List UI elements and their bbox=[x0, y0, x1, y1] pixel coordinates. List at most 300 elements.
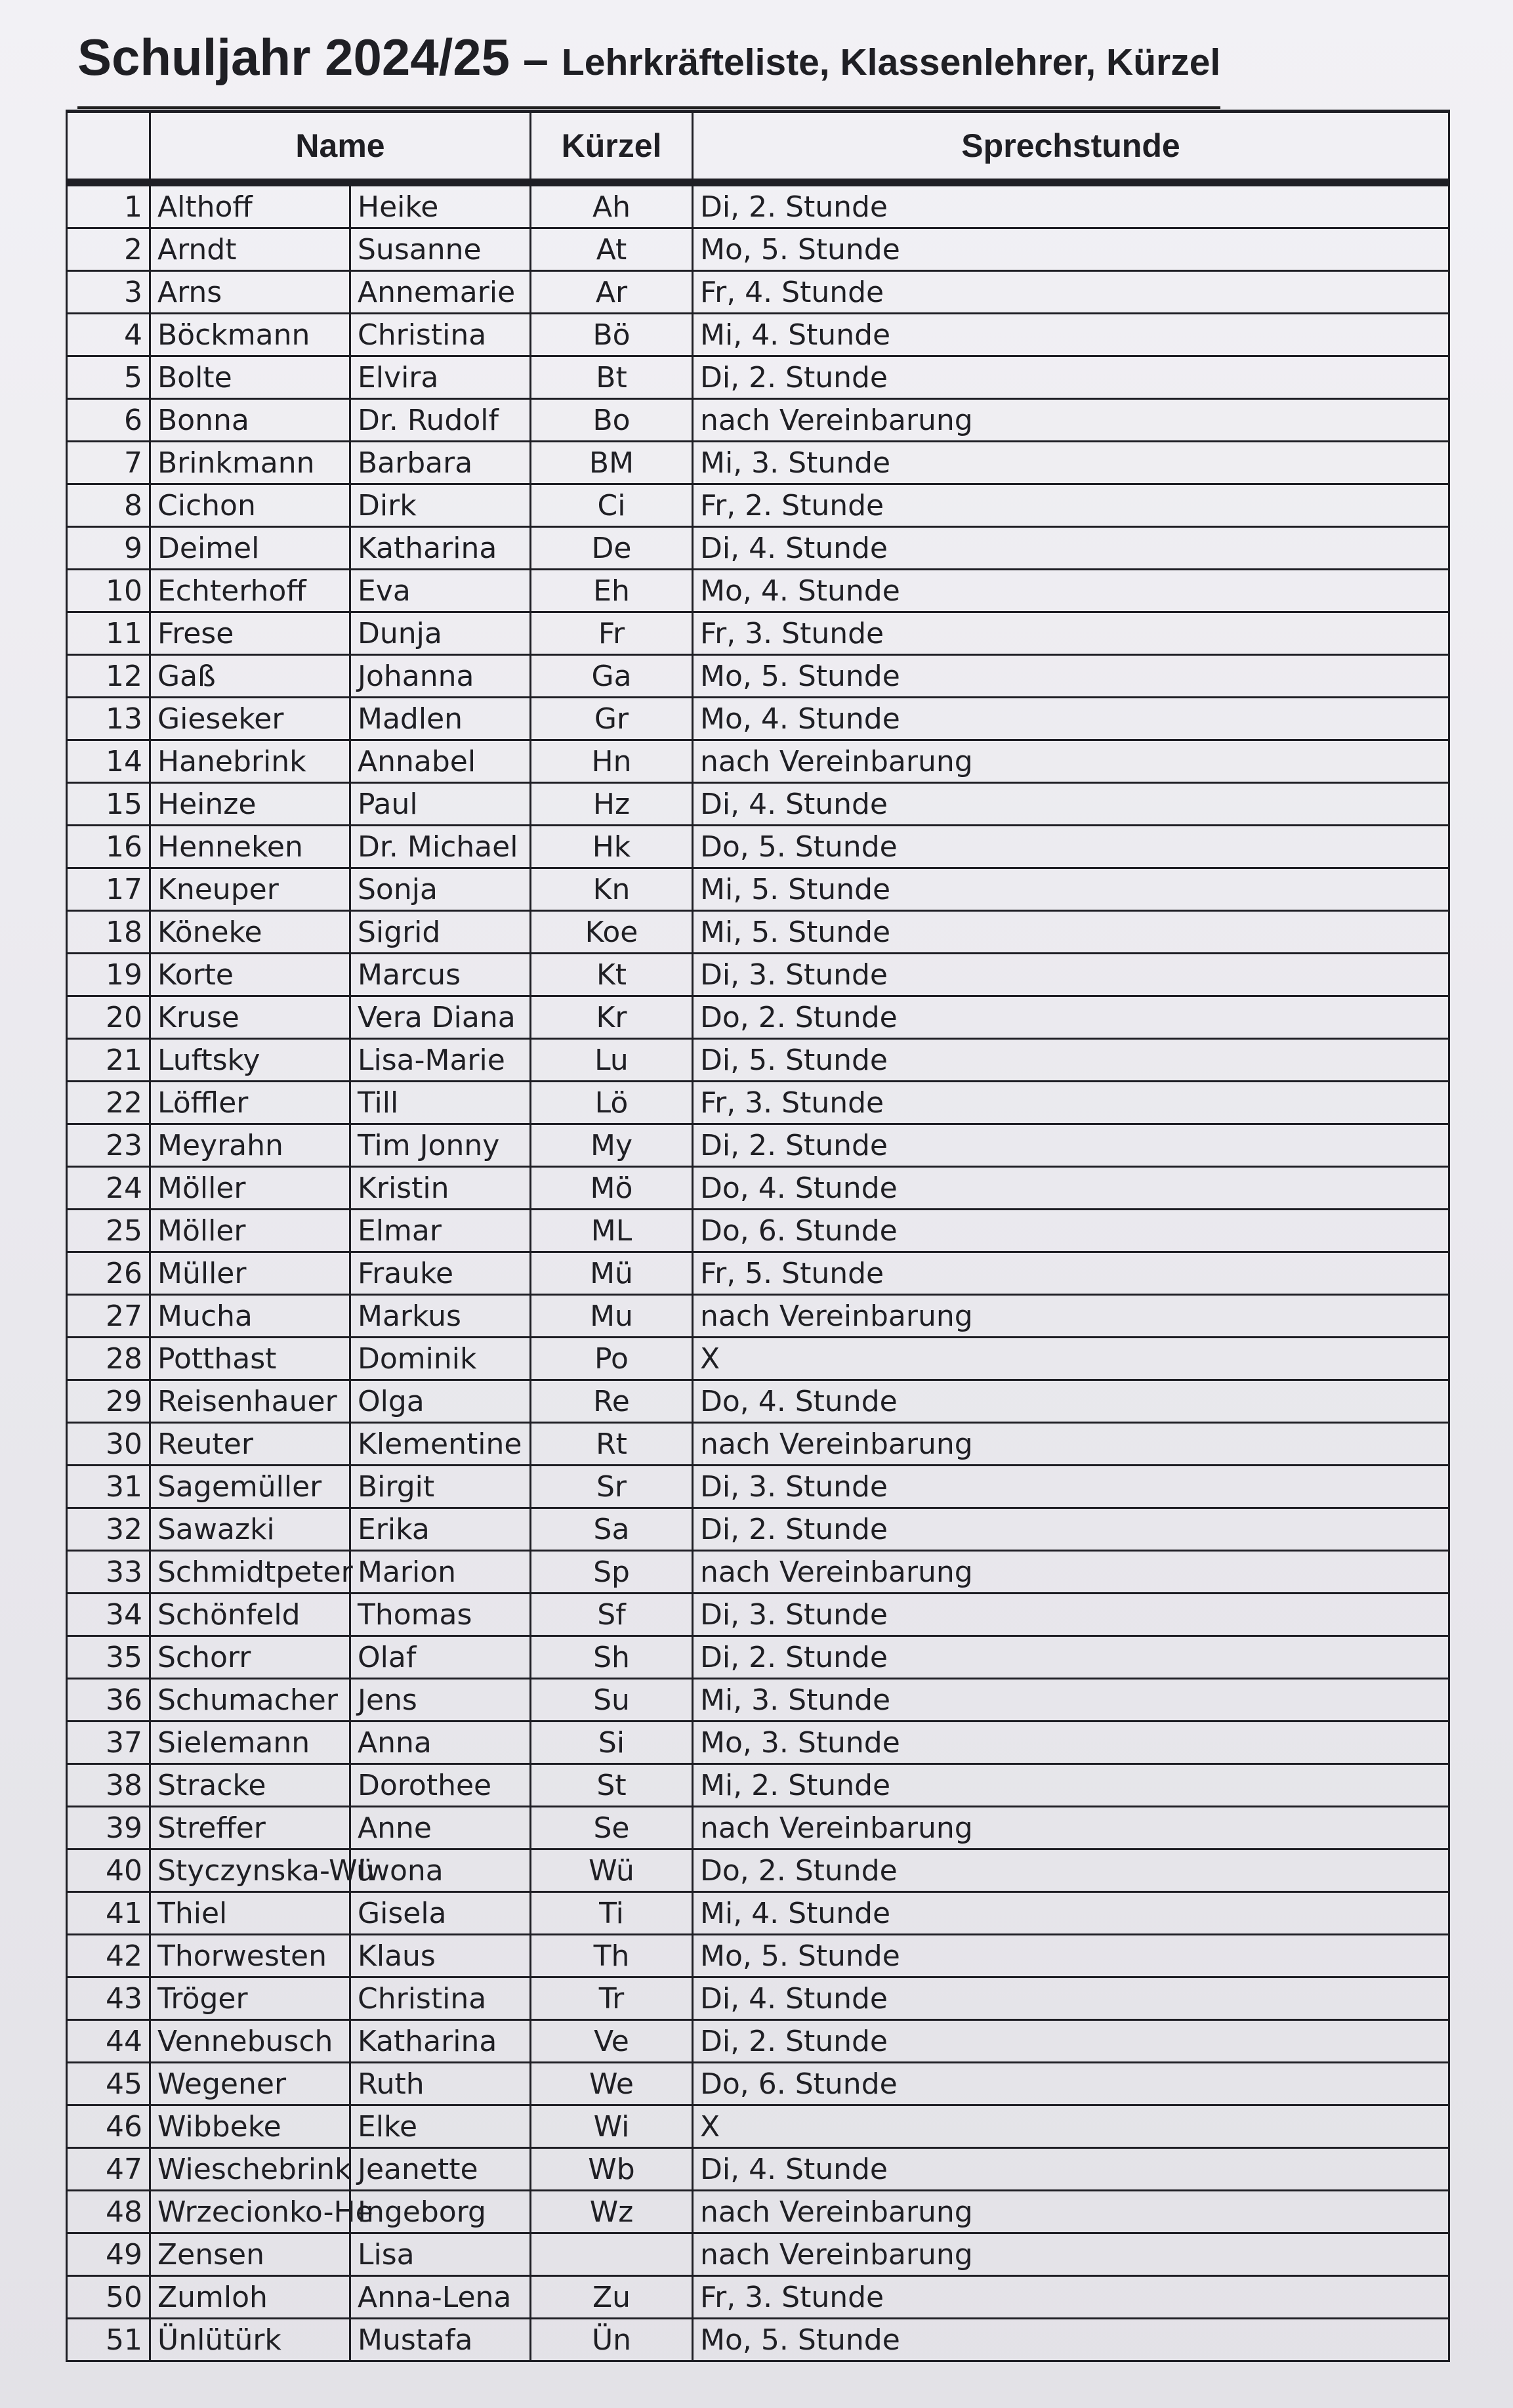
cell-sprechstunde: Di, 3. Stunde bbox=[693, 1466, 1449, 1508]
cell-last-name: Wegener bbox=[150, 2063, 350, 2105]
cell-first-name: Christina bbox=[350, 1977, 531, 2020]
cell-kuerzel: Wi bbox=[531, 2105, 693, 2148]
cell-sprechstunde: Di, 3. Stunde bbox=[693, 1594, 1449, 1636]
cell-kuerzel: Ga bbox=[531, 655, 693, 698]
cell-first-name: Annemarie bbox=[350, 271, 531, 314]
table-row bbox=[67, 570, 1449, 612]
cell-sprechstunde: Mi, 4. Stunde bbox=[693, 1892, 1449, 1935]
cell-sprechstunde: Mo, 4. Stunde bbox=[693, 570, 1449, 612]
cell-last-name: Möller bbox=[150, 1210, 350, 1252]
cell-number: 26 bbox=[67, 1252, 150, 1295]
cell-sprechstunde: Di, 4. Stunde bbox=[693, 1977, 1449, 2020]
cell-last-name: Mucha bbox=[150, 1295, 350, 1338]
cell-sprechstunde: Mo, 4. Stunde bbox=[693, 698, 1449, 740]
cell-sprechstunde: Mi, 5. Stunde bbox=[693, 868, 1449, 911]
cell-number: 45 bbox=[67, 2063, 150, 2105]
table-row bbox=[67, 868, 1449, 911]
cell-sprechstunde: Fr, 3. Stunde bbox=[693, 1082, 1449, 1124]
cell-first-name: Birgit bbox=[350, 1466, 531, 1508]
table-header-row bbox=[67, 112, 1449, 183]
cell-first-name: Dr. Rudolf bbox=[350, 399, 531, 442]
cell-first-name: Dominik bbox=[350, 1338, 531, 1380]
cell-last-name: Schumacher bbox=[150, 1679, 350, 1722]
cell-number: 51 bbox=[67, 2319, 150, 2361]
cell-number: 49 bbox=[67, 2233, 150, 2276]
cell-number: 13 bbox=[67, 698, 150, 740]
cell-number: 28 bbox=[67, 1338, 150, 1380]
cell-sprechstunde: nach Vereinbarung bbox=[693, 740, 1449, 783]
cell-last-name: Frese bbox=[150, 612, 350, 655]
cell-last-name: Zumloh bbox=[150, 2276, 350, 2319]
table-row bbox=[67, 1551, 1449, 1594]
cell-kuerzel: Ah bbox=[531, 182, 693, 228]
cell-last-name: Kneuper bbox=[150, 868, 350, 911]
cell-kuerzel: Su bbox=[531, 1679, 693, 1722]
table-row bbox=[67, 911, 1449, 954]
table-row bbox=[67, 2233, 1449, 2276]
cell-last-name: Zensen bbox=[150, 2233, 350, 2276]
table-row bbox=[67, 1977, 1449, 2020]
cell-number: 11 bbox=[67, 612, 150, 655]
cell-number: 1 bbox=[67, 182, 150, 228]
cell-number: 32 bbox=[67, 1508, 150, 1551]
table-row bbox=[67, 740, 1449, 783]
cell-kuerzel: Se bbox=[531, 1807, 693, 1849]
cell-sprechstunde: nach Vereinbarung bbox=[693, 1423, 1449, 1466]
cell-kuerzel: Wb bbox=[531, 2148, 693, 2191]
cell-kuerzel: Sp bbox=[531, 1551, 693, 1594]
cell-number: 48 bbox=[67, 2191, 150, 2233]
cell-kuerzel: Po bbox=[531, 1338, 693, 1380]
table-row bbox=[67, 2020, 1449, 2063]
cell-kuerzel: Hk bbox=[531, 826, 693, 868]
cell-number: 47 bbox=[67, 2148, 150, 2191]
cell-number: 12 bbox=[67, 655, 150, 698]
cell-last-name: Korte bbox=[150, 954, 350, 996]
cell-number: 10 bbox=[67, 570, 150, 612]
table-row bbox=[67, 954, 1449, 996]
table-row bbox=[67, 182, 1449, 228]
cell-last-name: Echterhoff bbox=[150, 570, 350, 612]
cell-last-name: Sielemann bbox=[150, 1722, 350, 1764]
cell-first-name: Heike bbox=[350, 182, 531, 228]
cell-number: 27 bbox=[67, 1295, 150, 1338]
cell-number: 14 bbox=[67, 740, 150, 783]
cell-number: 21 bbox=[67, 1039, 150, 1082]
table-row bbox=[67, 1636, 1449, 1679]
cell-first-name: Dr. Michael bbox=[350, 826, 531, 868]
cell-sprechstunde: Do, 2. Stunde bbox=[693, 996, 1449, 1039]
table-row bbox=[67, 2063, 1449, 2105]
cell-number: 24 bbox=[67, 1167, 150, 1210]
cell-first-name: Marion bbox=[350, 1551, 531, 1594]
cell-kuerzel: Ti bbox=[531, 1892, 693, 1935]
cell-number: 15 bbox=[67, 783, 150, 826]
header-sprechstunde: Sprechstunde bbox=[693, 112, 1449, 183]
cell-first-name: Marcus bbox=[350, 954, 531, 996]
cell-sprechstunde: Do, 2. Stunde bbox=[693, 1849, 1449, 1892]
table-row bbox=[67, 783, 1449, 826]
table-row bbox=[67, 271, 1449, 314]
cell-number: 7 bbox=[67, 442, 150, 484]
cell-kuerzel: Ci bbox=[531, 484, 693, 527]
cell-kuerzel: At bbox=[531, 228, 693, 271]
cell-sprechstunde: X bbox=[693, 1338, 1449, 1380]
cell-number: 30 bbox=[67, 1423, 150, 1466]
cell-last-name: Stracke bbox=[150, 1764, 350, 1807]
cell-kuerzel: Mü bbox=[531, 1252, 693, 1295]
cell-number: 35 bbox=[67, 1636, 150, 1679]
cell-number: 50 bbox=[67, 2276, 150, 2319]
table-row bbox=[67, 655, 1449, 698]
cell-sprechstunde: Di, 2. Stunde bbox=[693, 1124, 1449, 1167]
cell-first-name: Jeanette bbox=[350, 2148, 531, 2191]
cell-first-name: Madlen bbox=[350, 698, 531, 740]
cell-last-name: Arndt bbox=[150, 228, 350, 271]
cell-sprechstunde: Mi, 3. Stunde bbox=[693, 442, 1449, 484]
table-row bbox=[67, 1210, 1449, 1252]
cell-number: 33 bbox=[67, 1551, 150, 1594]
cell-sprechstunde: Di, 4. Stunde bbox=[693, 2148, 1449, 2191]
cell-first-name: Iwona bbox=[350, 1849, 531, 1892]
cell-kuerzel: Tr bbox=[531, 1977, 693, 2020]
cell-number: 44 bbox=[67, 2020, 150, 2063]
cell-first-name: Johanna bbox=[350, 655, 531, 698]
cell-kuerzel: Koe bbox=[531, 911, 693, 954]
cell-kuerzel: Mu bbox=[531, 1295, 693, 1338]
cell-last-name: Styczynska-Wü bbox=[150, 1849, 350, 1892]
table-row bbox=[67, 1679, 1449, 1722]
cell-kuerzel: ML bbox=[531, 1210, 693, 1252]
table-row bbox=[67, 1849, 1449, 1892]
cell-sprechstunde: Di, 3. Stunde bbox=[693, 954, 1449, 996]
cell-first-name: Tim Jonny bbox=[350, 1124, 531, 1167]
cell-sprechstunde: Fr, 3. Stunde bbox=[693, 612, 1449, 655]
table-row bbox=[67, 1295, 1449, 1338]
cell-first-name: Dorothee bbox=[350, 1764, 531, 1807]
cell-last-name: Bolte bbox=[150, 356, 350, 399]
cell-sprechstunde: Do, 6. Stunde bbox=[693, 2063, 1449, 2105]
cell-last-name: Luftsky bbox=[150, 1039, 350, 1082]
cell-sprechstunde: Di, 4. Stunde bbox=[693, 527, 1449, 570]
table-row bbox=[67, 996, 1449, 1039]
cell-last-name: Cichon bbox=[150, 484, 350, 527]
cell-kuerzel: Wü bbox=[531, 1849, 693, 1892]
cell-number: 43 bbox=[67, 1977, 150, 2020]
cell-first-name: Klaus bbox=[350, 1935, 531, 1977]
cell-kuerzel: Th bbox=[531, 1935, 693, 1977]
cell-first-name: Barbara bbox=[350, 442, 531, 484]
table-row bbox=[67, 1082, 1449, 1124]
cell-first-name: Jens bbox=[350, 1679, 531, 1722]
cell-first-name: Elke bbox=[350, 2105, 531, 2148]
cell-kuerzel: Re bbox=[531, 1380, 693, 1423]
table-row bbox=[67, 1807, 1449, 1849]
cell-number: 6 bbox=[67, 399, 150, 442]
cell-number: 8 bbox=[67, 484, 150, 527]
cell-last-name: Löffler bbox=[150, 1082, 350, 1124]
title-subtitle: Lehrkräfteliste, Klassenlehrer, Kürzel bbox=[561, 41, 1221, 83]
cell-last-name: Bonna bbox=[150, 399, 350, 442]
cell-first-name: Markus bbox=[350, 1295, 531, 1338]
table-row bbox=[67, 1722, 1449, 1764]
table-row bbox=[67, 527, 1449, 570]
table-row bbox=[67, 228, 1449, 271]
cell-kuerzel: We bbox=[531, 2063, 693, 2105]
cell-number: 22 bbox=[67, 1082, 150, 1124]
cell-kuerzel: Sr bbox=[531, 1466, 693, 1508]
table-row bbox=[67, 1594, 1449, 1636]
table-row bbox=[67, 1423, 1449, 1466]
header-name: Name bbox=[150, 112, 531, 183]
cell-first-name: Lisa bbox=[350, 2233, 531, 2276]
table-row bbox=[67, 1039, 1449, 1082]
cell-last-name: Möller bbox=[150, 1167, 350, 1210]
cell-first-name: Anne bbox=[350, 1807, 531, 1849]
cell-first-name: Ruth bbox=[350, 2063, 531, 2105]
cell-first-name: Elmar bbox=[350, 1210, 531, 1252]
cell-kuerzel: Eh bbox=[531, 570, 693, 612]
cell-sprechstunde: Do, 5. Stunde bbox=[693, 826, 1449, 868]
cell-last-name: Wrzecionko-He bbox=[150, 2191, 350, 2233]
cell-kuerzel: Sa bbox=[531, 1508, 693, 1551]
cell-last-name: Gaß bbox=[150, 655, 350, 698]
cell-last-name: Arns bbox=[150, 271, 350, 314]
cell-sprechstunde: Fr, 5. Stunde bbox=[693, 1252, 1449, 1295]
cell-first-name: Vera Diana bbox=[350, 996, 531, 1039]
cell-first-name: Anna-Lena bbox=[350, 2276, 531, 2319]
cell-first-name: Till bbox=[350, 1082, 531, 1124]
cell-first-name: Katharina bbox=[350, 527, 531, 570]
cell-number: 46 bbox=[67, 2105, 150, 2148]
cell-kuerzel: Si bbox=[531, 1722, 693, 1764]
cell-first-name: Susanne bbox=[350, 228, 531, 271]
cell-last-name: Meyrahn bbox=[150, 1124, 350, 1167]
cell-number: 18 bbox=[67, 911, 150, 954]
cell-last-name: Köneke bbox=[150, 911, 350, 954]
cell-number: 4 bbox=[67, 314, 150, 356]
cell-sprechstunde: nach Vereinbarung bbox=[693, 1807, 1449, 1849]
cell-kuerzel: Gr bbox=[531, 698, 693, 740]
cell-last-name: Hanebrink bbox=[150, 740, 350, 783]
cell-sprechstunde: Mo, 5. Stunde bbox=[693, 1935, 1449, 1977]
cell-last-name: Reuter bbox=[150, 1423, 350, 1466]
cell-last-name: Deimel bbox=[150, 527, 350, 570]
table-row bbox=[67, 1380, 1449, 1423]
cell-kuerzel: Fr bbox=[531, 612, 693, 655]
cell-kuerzel: My bbox=[531, 1124, 693, 1167]
table-row bbox=[67, 1338, 1449, 1380]
table-row bbox=[67, 2276, 1449, 2319]
cell-kuerzel: Hz bbox=[531, 783, 693, 826]
cell-kuerzel: Wz bbox=[531, 2191, 693, 2233]
cell-number: 41 bbox=[67, 1892, 150, 1935]
cell-number: 3 bbox=[67, 271, 150, 314]
cell-last-name: Vennebusch bbox=[150, 2020, 350, 2063]
cell-number: 38 bbox=[67, 1764, 150, 1807]
cell-first-name: Olga bbox=[350, 1380, 531, 1423]
cell-first-name: Eva bbox=[350, 570, 531, 612]
cell-sprechstunde: nach Vereinbarung bbox=[693, 2233, 1449, 2276]
title-school-year: Schuljahr 2024/25 bbox=[77, 28, 510, 86]
cell-first-name: Sigrid bbox=[350, 911, 531, 954]
cell-first-name: Annabel bbox=[350, 740, 531, 783]
cell-number: 23 bbox=[67, 1124, 150, 1167]
cell-last-name: Sawazki bbox=[150, 1508, 350, 1551]
cell-first-name: Frauke bbox=[350, 1252, 531, 1295]
cell-last-name: Thorwesten bbox=[150, 1935, 350, 1977]
cell-last-name: Reisenhauer bbox=[150, 1380, 350, 1423]
table-row bbox=[67, 2148, 1449, 2191]
cell-kuerzel: Sh bbox=[531, 1636, 693, 1679]
cell-sprechstunde: Do, 4. Stunde bbox=[693, 1380, 1449, 1423]
table-row bbox=[67, 1508, 1449, 1551]
table-row bbox=[67, 1935, 1449, 1977]
cell-kuerzel: Kr bbox=[531, 996, 693, 1039]
cell-first-name: Gisela bbox=[350, 1892, 531, 1935]
cell-sprechstunde: Mi, 2. Stunde bbox=[693, 1764, 1449, 1807]
cell-last-name: Böckmann bbox=[150, 314, 350, 356]
cell-last-name: Althoff bbox=[150, 182, 350, 228]
cell-kuerzel: Hn bbox=[531, 740, 693, 783]
cell-last-name: Müller bbox=[150, 1252, 350, 1295]
cell-first-name: Olaf bbox=[350, 1636, 531, 1679]
cell-last-name: Tröger bbox=[150, 1977, 350, 2020]
cell-number: 5 bbox=[67, 356, 150, 399]
table-row bbox=[67, 356, 1449, 399]
cell-last-name: Streffer bbox=[150, 1807, 350, 1849]
cell-kuerzel: Sf bbox=[531, 1594, 693, 1636]
title-dash: – bbox=[523, 33, 549, 85]
cell-last-name: Wibbeke bbox=[150, 2105, 350, 2148]
cell-kuerzel: Ar bbox=[531, 271, 693, 314]
cell-number: 40 bbox=[67, 1849, 150, 1892]
cell-kuerzel: Ve bbox=[531, 2020, 693, 2063]
cell-kuerzel: Lu bbox=[531, 1039, 693, 1082]
cell-sprechstunde: Fr, 4. Stunde bbox=[693, 271, 1449, 314]
cell-sprechstunde: Di, 2. Stunde bbox=[693, 356, 1449, 399]
cell-sprechstunde: Di, 2. Stunde bbox=[693, 1508, 1449, 1551]
cell-kuerzel: De bbox=[531, 527, 693, 570]
cell-first-name: Mustafa bbox=[350, 2319, 531, 2361]
cell-number: 9 bbox=[67, 527, 150, 570]
cell-kuerzel: Bo bbox=[531, 399, 693, 442]
cell-first-name: Dirk bbox=[350, 484, 531, 527]
cell-number: 19 bbox=[67, 954, 150, 996]
cell-sprechstunde: Di, 2. Stunde bbox=[693, 1636, 1449, 1679]
cell-number: 29 bbox=[67, 1380, 150, 1423]
table-row bbox=[67, 1167, 1449, 1210]
cell-kuerzel: Zu bbox=[531, 2276, 693, 2319]
cell-sprechstunde: Fr, 2. Stunde bbox=[693, 484, 1449, 527]
table-row bbox=[67, 1124, 1449, 1167]
table-row bbox=[67, 484, 1449, 527]
cell-sprechstunde: nach Vereinbarung bbox=[693, 2191, 1449, 2233]
cell-kuerzel: Kn bbox=[531, 868, 693, 911]
cell-first-name: Dunja bbox=[350, 612, 531, 655]
cell-sprechstunde: Mo, 5. Stunde bbox=[693, 228, 1449, 271]
cell-sprechstunde: Di, 4. Stunde bbox=[693, 783, 1449, 826]
cell-last-name: Kruse bbox=[150, 996, 350, 1039]
cell-kuerzel: Mö bbox=[531, 1167, 693, 1210]
cell-last-name: Potthast bbox=[150, 1338, 350, 1380]
cell-number: 20 bbox=[67, 996, 150, 1039]
table-row bbox=[67, 2319, 1449, 2361]
cell-kuerzel: Lö bbox=[531, 1082, 693, 1124]
table-row bbox=[67, 1466, 1449, 1508]
cell-kuerzel: Ün bbox=[531, 2319, 693, 2361]
cell-sprechstunde: Do, 4. Stunde bbox=[693, 1167, 1449, 1210]
cell-first-name: Kristin bbox=[350, 1167, 531, 1210]
cell-sprechstunde: nach Vereinbarung bbox=[693, 399, 1449, 442]
table-row bbox=[67, 612, 1449, 655]
cell-first-name: Anna bbox=[350, 1722, 531, 1764]
cell-sprechstunde: nach Vereinbarung bbox=[693, 1295, 1449, 1338]
table-row bbox=[67, 314, 1449, 356]
table-row bbox=[67, 2191, 1449, 2233]
table-row bbox=[67, 826, 1449, 868]
table-row bbox=[67, 2105, 1449, 2148]
cell-kuerzel: Rt bbox=[531, 1423, 693, 1466]
cell-first-name: Sonja bbox=[350, 868, 531, 911]
cell-sprechstunde: Fr, 3. Stunde bbox=[693, 2276, 1449, 2319]
table-row bbox=[67, 442, 1449, 484]
table-row bbox=[67, 399, 1449, 442]
header-number bbox=[67, 112, 150, 183]
cell-number: 39 bbox=[67, 1807, 150, 1849]
cell-sprechstunde: Do, 6. Stunde bbox=[693, 1210, 1449, 1252]
cell-kuerzel bbox=[531, 2233, 693, 2276]
cell-first-name: Ingeborg bbox=[350, 2191, 531, 2233]
cell-number: 37 bbox=[67, 1722, 150, 1764]
cell-last-name: Schorr bbox=[150, 1636, 350, 1679]
cell-last-name: Sagemüller bbox=[150, 1466, 350, 1508]
cell-last-name: Thiel bbox=[150, 1892, 350, 1935]
table-body bbox=[67, 182, 1449, 2361]
cell-first-name: Erika bbox=[350, 1508, 531, 1551]
cell-number: 31 bbox=[67, 1466, 150, 1508]
cell-first-name: Katharina bbox=[350, 2020, 531, 2063]
cell-kuerzel: Bt bbox=[531, 356, 693, 399]
cell-sprechstunde: Mi, 5. Stunde bbox=[693, 911, 1449, 954]
cell-sprechstunde: X bbox=[693, 2105, 1449, 2148]
cell-first-name: Lisa-Marie bbox=[350, 1039, 531, 1082]
table-row bbox=[67, 698, 1449, 740]
cell-kuerzel: Bö bbox=[531, 314, 693, 356]
header-kuerzel: Kürzel bbox=[531, 112, 693, 183]
cell-last-name: Brinkmann bbox=[150, 442, 350, 484]
table-row bbox=[67, 1764, 1449, 1807]
cell-kuerzel: BM bbox=[531, 442, 693, 484]
cell-first-name: Christina bbox=[350, 314, 531, 356]
cell-sprechstunde: Mo, 5. Stunde bbox=[693, 2319, 1449, 2361]
cell-number: 34 bbox=[67, 1594, 150, 1636]
cell-number: 17 bbox=[67, 868, 150, 911]
cell-last-name: Schmidtpeter bbox=[150, 1551, 350, 1594]
cell-sprechstunde: Di, 5. Stunde bbox=[693, 1039, 1449, 1082]
cell-last-name: Henneken bbox=[150, 826, 350, 868]
cell-sprechstunde: nach Vereinbarung bbox=[693, 1551, 1449, 1594]
page-title bbox=[77, 28, 1220, 109]
cell-last-name: Heinze bbox=[150, 783, 350, 826]
cell-number: 2 bbox=[67, 228, 150, 271]
cell-first-name: Elvira bbox=[350, 356, 531, 399]
cell-last-name: Ünlütürk bbox=[150, 2319, 350, 2361]
cell-sprechstunde: Di, 2. Stunde bbox=[693, 182, 1449, 228]
cell-sprechstunde: Mo, 3. Stunde bbox=[693, 1722, 1449, 1764]
cell-first-name: Paul bbox=[350, 783, 531, 826]
cell-sprechstunde: Mi, 4. Stunde bbox=[693, 314, 1449, 356]
